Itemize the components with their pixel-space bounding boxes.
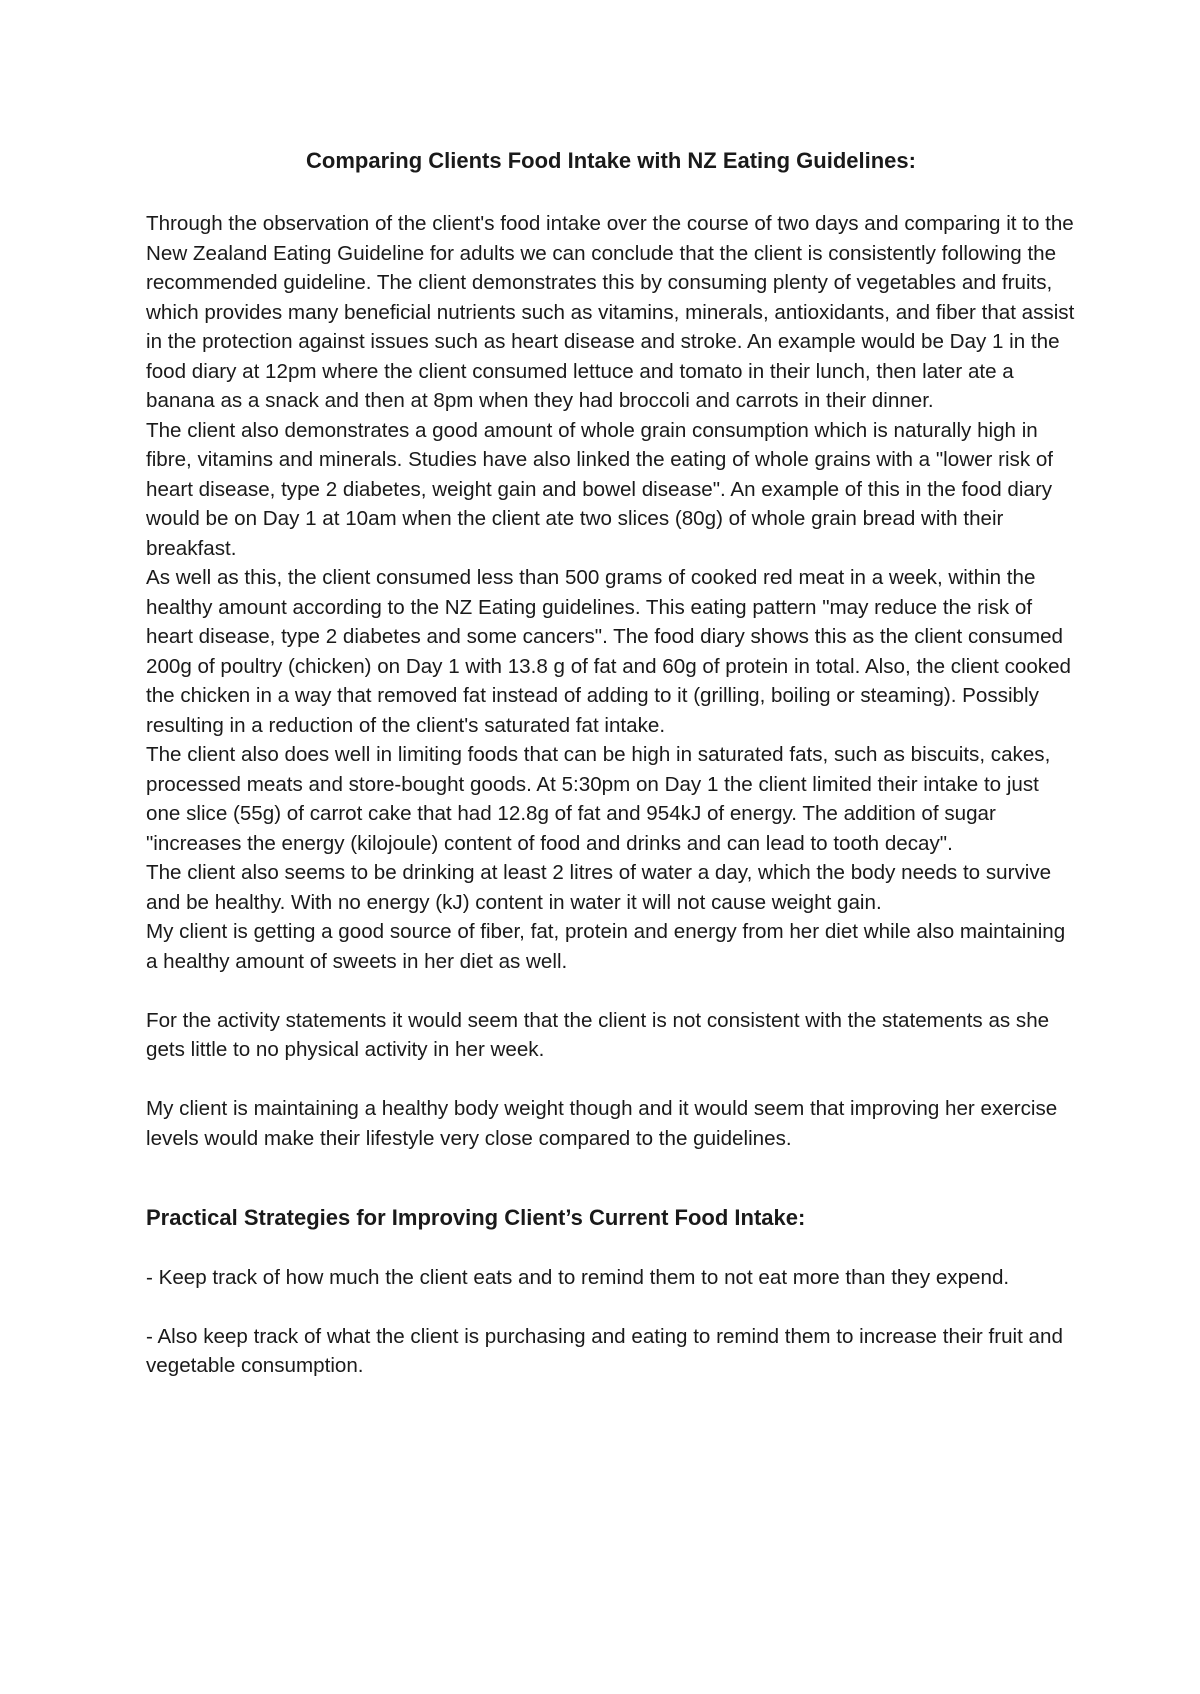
strategy-item: - Also keep track of what the client is purchasing and eating to remind them to increase their fruit and vegetable consumption. (146, 1324, 1063, 1377)
paragraph-red-meat: As well as this, the client consumed less than 500 grams of cooked red meat in a week, within the healthy amount according to the NZ Eating guidelines. This eating pattern "may reduce the risk of heart disease, type 2 diabetes and some cancers". The food diary shows this as the client consumed 200g of poultry (chicken) on Day 1 with 13.8 g of fat and 60g of protein in total. Also, the client cooked the chicken in a way that removed fat instead of adding to it (grilling, boiling or steaming). Possibly resulting in a reduction of the client's saturated fat intake. (146, 566, 1071, 737)
document-title: Comparing Clients Food Intake with NZ Eating Guidelines: (306, 148, 916, 173)
spacer (146, 1292, 1076, 1322)
paragraph-summary: My client is getting a good source of fiber, fat, protein and energy from her diet while also maintaining a healthy amount of sweets in her diet as well. (146, 920, 1066, 973)
spacer (146, 1153, 1076, 1203)
paragraph-body-weight: My client is maintaining a healthy body weight though and it would seem that improving her exercise levels would make their lifestyle very close compared to the guidelines. (146, 1097, 1058, 1150)
spacer (146, 1065, 1076, 1095)
spacer (146, 976, 1076, 1006)
spacer (146, 1233, 1076, 1263)
paragraph-saturated-fats: The client also does well in limiting foods that can be high in saturated fats, such as biscuits, cakes, processed meats and store-bought goods. At 5:30pm on Day 1 the client limited their intake to just one slice (55g) of carrot cake that had 12.8g of fat and 954kJ of energy. The addition of sugar "increases the energy (kilojoule) content of food and drinks and can lead to tooth decay". (146, 743, 1051, 855)
paragraph-vegetables: Through the observation of the client's food intake over the course of two days and comparing it to the New Zealand Eating Guideline for adults we can conclude that the client is consistently following the recommended guideline. The client demonstrates this by consuming plenty of vegetables and fruits, which provides many beneficial nutrients such as vitamins, minerals, antioxidants, and fiber that assist in the protection against issues such as heart disease and stroke. An example would be Day 1 in the food diary at 12pm where the client consumed lettuce and tomato in their lunch, then later ate a banana as a snack and then at 8pm when they had broccoli and carrots in their dinner. (146, 212, 1075, 412)
strategies-heading: Practical Strategies for Improving Client’s Current Food Intake: (146, 1205, 806, 1230)
paragraph-water: The client also seems to be drinking at least 2 litres of water a day, which the body needs to survive and be healthy. With no energy (kJ) content in water it will not cause weight gain. (146, 861, 1052, 914)
paragraph-activity: For the activity statements it would seem that the client is not consistent with the statements as she gets little to no physical activity in her week. (146, 1008, 1050, 1061)
strategy-item: - Keep track of how much the client eats and to remind them to not eat more than they expend. (146, 1265, 1010, 1289)
document-body (146, 209, 1076, 1381)
paragraph-whole-grains: The client also demonstrates a good amount of whole grain consumption which is naturally high in fibre, vitamins and minerals. Studies have also linked the eating of whole grains with a "lower risk of heart disease, type 2 diabetes, weight gain and bowel disease". An example of this in the food diary would be on Day 1 at 10am when the client ate two slices (80g) of whole grain bread with their breakfast. (146, 418, 1054, 560)
